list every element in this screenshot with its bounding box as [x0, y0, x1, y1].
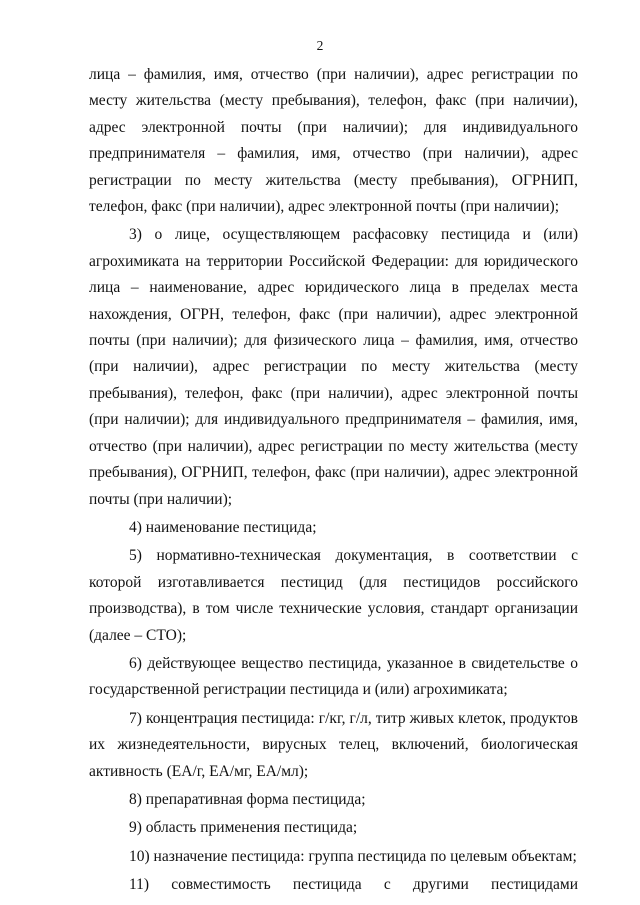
paragraph-item-7: 7) концентрация пестицида: г/кг, г/л, титр живых клеток, продуктов их жизнедеятельности, вирусных телец, включений, биологическая активность (ЕА/г, ЕА/мг, ЕА/мл);	[89, 709, 578, 780]
document-body	[89, 62, 578, 899]
paragraph-item-8: 8) препаративная форма пестицида;	[129, 790, 366, 808]
paragraph-item-5: 5) нормативно-техническая документация, в соответствии с которой изготавливается пестицид (для пестицидов российского производства), в том числе технические условия, стандарт организации (далее – СТО);	[89, 547, 578, 644]
paragraph-item-10: 10) назначение пестицида: группа пестицида по целевым объектам;	[129, 847, 577, 865]
paragraph-item-9: 9) область применения пестицида;	[129, 819, 358, 837]
paragraph-item-4: 4) наименование пестицида;	[129, 518, 317, 536]
paragraph-continuation: лица – фамилия, имя, отчество (при наличии), адрес регистрации по месту жительства (месту пребывания), телефон, факс (при наличии), адрес электронной почты (при наличии); для индивидуального предпринимателя – фамилия, имя, отчество (при наличии), адрес регистрации по месту жительства (месту пребывания), ОГРНИП, телефон, факс (при наличии), адрес электронной почты (при наличии);	[89, 66, 578, 216]
paragraph-item-11: 11) совместимость пестицида с другими пестицидами	[129, 876, 578, 894]
paragraph-item-6: 6) действующее вещество пестицида, указанное в свидетельстве о государственной регистрации пестицида и (или) агрохимиката;	[89, 654, 578, 699]
paragraph-item-3: 3) о лице, осуществляющем расфасовку пестицида и (или) агрохимиката на территории Российской Федерации: для юридического лица – наименование, адрес юридического лица в пределах места нахождения, ОГРН, телефон, факс (при наличии), адрес электронной почты (при наличии); для физического лица – фамилия, имя, отчество (при наличии), адрес регистрации по месту жительства (месту пребывания), телефон, факс (при наличии), адрес электронной почты (при наличии); для индивидуального предпринимателя – фамилия, имя, отчество (при наличии), адрес регистрации по месту жительства (месту пребывания), ОГРНИП, телефон, факс (при наличии), адрес электронной почты (при наличии);	[89, 226, 578, 508]
page-number: 2	[316, 38, 324, 53]
